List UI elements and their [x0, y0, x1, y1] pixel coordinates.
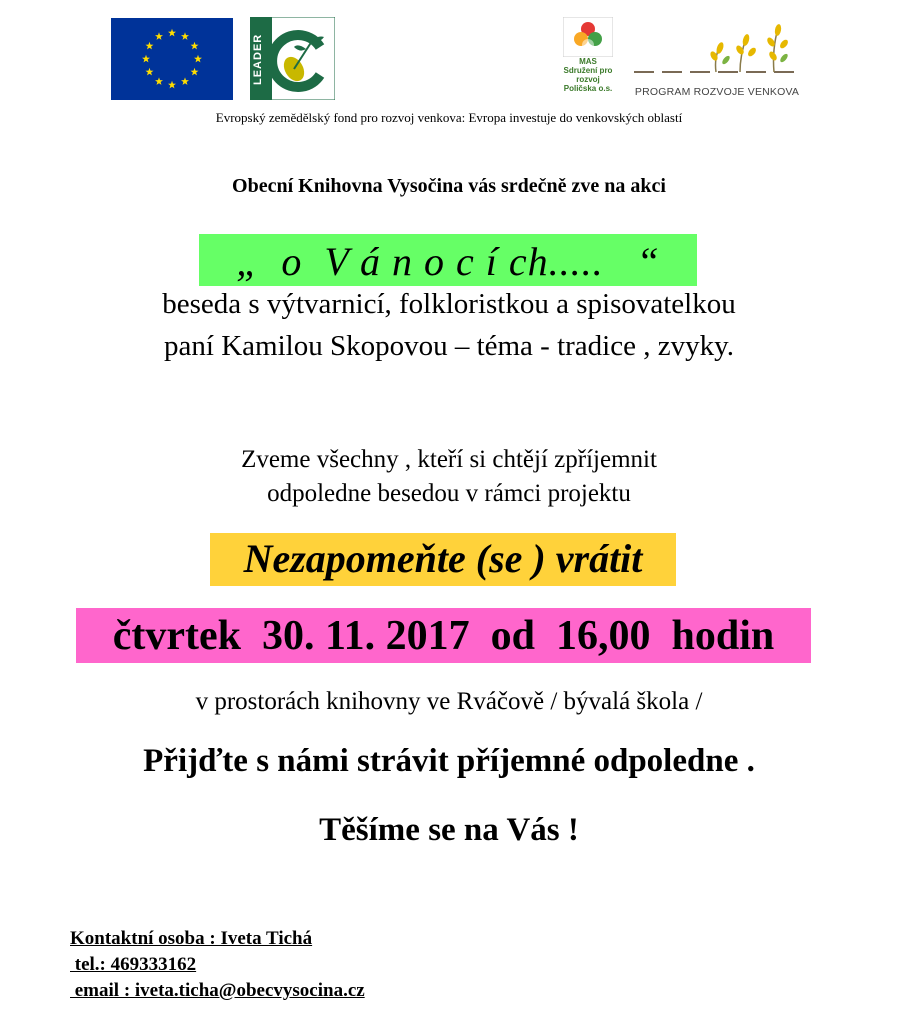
- contact-email[interactable]: email : iveta.ticha@obecvysocina.cz: [70, 980, 365, 1001]
- eu-star: [168, 29, 176, 37]
- invite-all-line1: Zveme všechny , kteří si chtějí zpříjemnit: [241, 446, 657, 473]
- invite-all-line2: odpoledne besedou v rámci projektu: [267, 480, 631, 507]
- mas-logo: [563, 17, 613, 97]
- mas-logo-line1: MAS: [579, 57, 597, 66]
- event-description-line1: beseda s výtvarnicí, folkloristkou a spisovatelkou: [162, 288, 736, 320]
- eu-star: [181, 32, 189, 40]
- mas-logo-line2: Sdružení pro: [563, 66, 613, 75]
- mas-logo-line3: rozvoj: [576, 75, 600, 84]
- prv-logo: [628, 20, 806, 100]
- mas-logo-line4: Poličska o.s.: [563, 84, 613, 93]
- eu-star: [145, 68, 153, 76]
- eu-star: [181, 77, 189, 85]
- eu-star: [142, 55, 150, 63]
- mas-emblem-icon: [563, 17, 613, 57]
- eu-star: [191, 42, 199, 50]
- leader-logo-text: LEADER: [252, 33, 264, 85]
- eu-star: [191, 68, 199, 76]
- eu-star: [145, 42, 153, 50]
- project-name: Nezapomeňte (se ) vrátit: [243, 536, 643, 581]
- contact-phone[interactable]: tel.: 469333162: [70, 954, 197, 975]
- see-you-line: Těšíme se na Vás !: [319, 812, 579, 848]
- event-venue: v prostorách knihovny ve Rváčově / bývalá škola /: [195, 688, 703, 715]
- fund-line: Evropský zemědělský fond pro rozvoj venkova: Evropa investuje do venkovských oblastí: [215, 110, 683, 125]
- come-with-us: Přijďte s námi strávit příjemné odpoledne .: [143, 743, 755, 779]
- leader-logo: [250, 17, 335, 100]
- eu-star: [168, 81, 176, 89]
- event-title: „ o V á n o c í ch..... “: [236, 239, 660, 284]
- event-date-time: čtvrtek 30. 11. 2017 od 16,00 hodin: [112, 613, 775, 659]
- eu-star: [194, 55, 202, 63]
- eu-star: [155, 32, 163, 40]
- event-description-line2: paní Kamilou Skopovou – téma - tradice , zvyky.: [164, 330, 734, 362]
- prv-grain-icon: [628, 20, 806, 82]
- eu-star: [155, 77, 163, 85]
- invitation-intro: Obecní Knihovna Vysočina vás srdečně zve na akci: [232, 175, 666, 197]
- contact-person: Kontaktní osoba : Iveta Tichá: [70, 928, 313, 949]
- eu-flag-logo: [111, 18, 233, 100]
- eu-stars-icon: [111, 18, 233, 100]
- prv-logo-text: PROGRAM ROZVOJE VENKOVA: [634, 86, 800, 98]
